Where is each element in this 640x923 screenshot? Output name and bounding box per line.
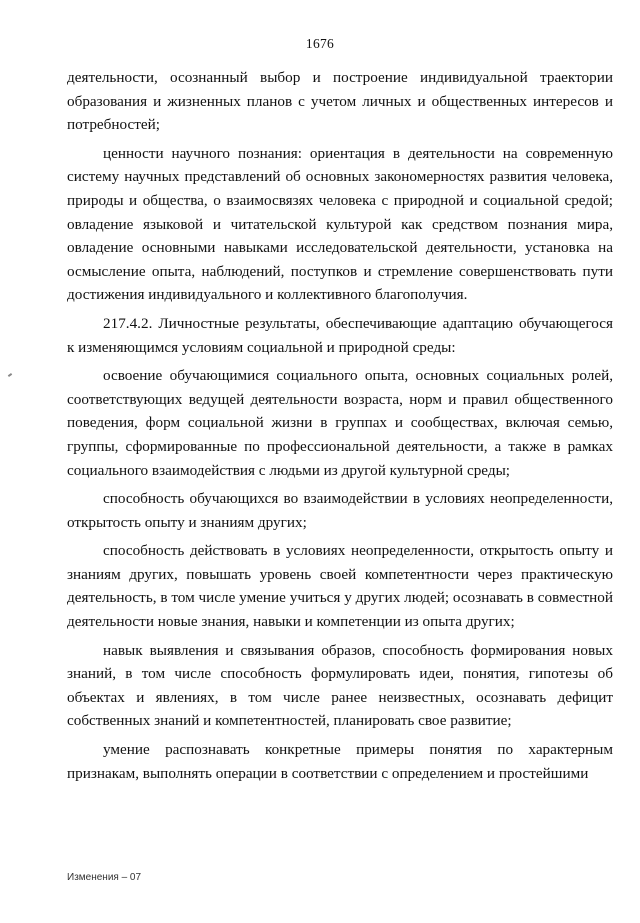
paragraph-social-experience: освоение обучающимися социального опыта, основных социальных ролей, соответствующих ведущей деятельности возраста, норм и правил общественного поведения, форм социальной жизни в группах и сообществах, включая семью, группы, сформированные по профессиональной деятельности, а также в рамках социального взаимодействия с людьми из другой культурной среды;	[67, 367, 613, 479]
paragraph-scientific-knowledge-values: ценности научного познания: ориентация в деятельности на современную систему научных представлений об основных закономерностях развития человека, природы и общества, о взаимосвязях человека с природной и социальной средой; овладение языковой и читательской культурой как средством познания мира, овладение основными навыками исследовательской деятельности, установка на осмысление опыта, наблюдений, поступков и стремление совершенствовать пути достижения индивидуального и коллективного благополучия.	[67, 144, 613, 304]
paragraph-continuation: деятельности, осознанный выбор и построение индивидуальной траектории образования и жизненных планов с учетом личных и общественных интересов и потребностей;	[67, 69, 613, 134]
paragraph-section-217-4-2: 217.4.2. Личностные результаты, обеспечивающие адаптацию обучающегося к изменяющимся условиям социальной и природной среды:	[67, 314, 613, 356]
scan-artifact-mark	[8, 373, 12, 377]
paragraph-acting-under-uncertainty: способность действовать в условиях неопределенности, открытость опыту и знаниям других, повышать уровень своей компетентности через практическую деятельность, в том числе умение учиться у других людей; осознавать в совместной деятельности новые знания, навыки и компетенции из опыта других;	[67, 542, 613, 631]
paragraph-concept-recognition: умение распознавать конкретные примеры понятия по характерным признакам, выполнять операции в соответствии с определением и простейшими	[67, 741, 613, 782]
document-body	[67, 66, 613, 785]
footer-revision-note: Изменения – 07	[67, 872, 142, 883]
paragraph-image-linking-skill: навык выявления и связывания образов, способность формирования новых знаний, в том числе способность формулировать идеи, понятия, гипотезы об объектах и явлениях, в том числе ранее неизвестных, осознавать дефицит собственных знаний и компетентностей, планировать свое развитие;	[67, 641, 613, 730]
page-number: 1676	[305, 36, 335, 51]
paragraph-interaction-uncertainty: способность обучающихся во взаимодействии в условиях неопределенности, открытость опыту и знаниям других;	[67, 490, 613, 531]
